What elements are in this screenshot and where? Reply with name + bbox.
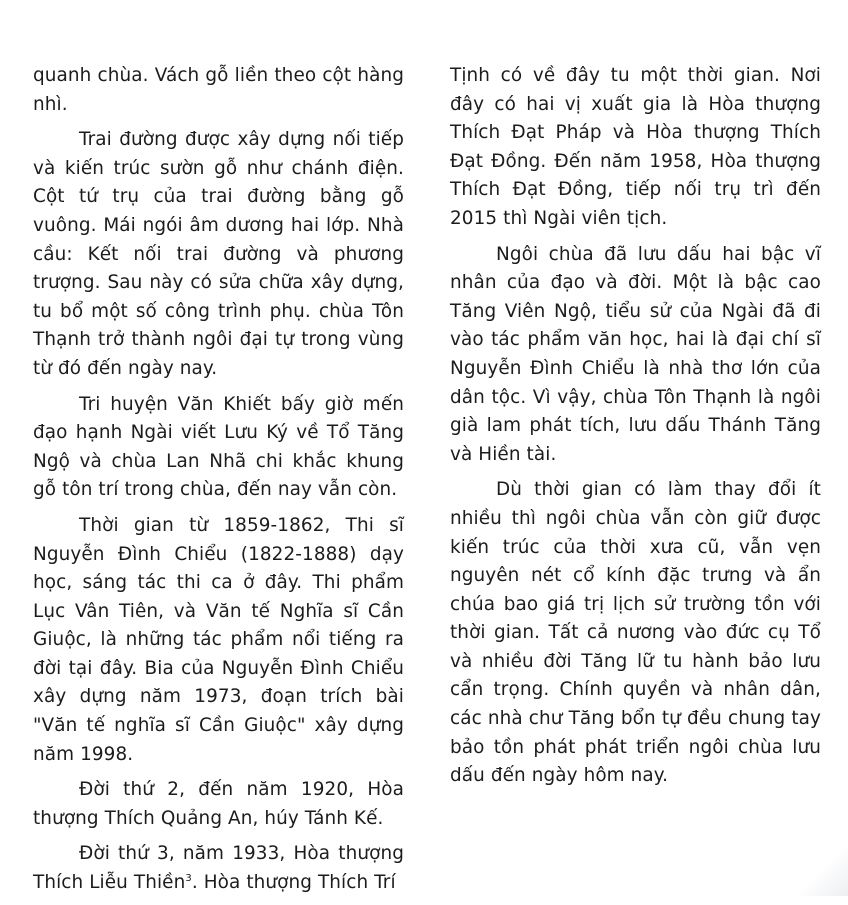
paragraph-trai-duong: Trai đường được xây dựng nối tiếp và kiến trúc sườn gỗ như chánh điện. Cột tứ trụ của trai đường bằng gỗ vuông. Mái ngói âm dương hai lớp. Nhà cầu: Kết nối trai đường và phương trượng. Sau này có sửa chữa xây dựng, tu bổ một số công trình phụ. chùa Tôn Thạnh trở thành ngôi đại tự trong vùng từ đó đến ngày nay. [33,129,404,379]
paragraph-tri-huyen: Tri huyện Văn Khiết bấy giờ mến đạo hạnh Ngài viết Lưu Ký về Tổ Tăng Ngộ và chùa Lan Nhã chi khắc khung gỗ tôn trí trong chùa, đến nay vẫn còn. [33,393,404,501]
paragraph-nguyen-dinh-chieu: Thời gian từ 1859-1862, Thi sĩ Nguyễn Đình Chiểu (1822-1888) dạy học, sáng tác thi ca ở đây. Thi phẩm Lục Vân Tiên, và Văn tế Nghĩa sĩ Cần Giuộc, là những tác phẩm nổi tiếng ra đời tại đây. Bia của Nguyễn Đình Chiểu xây dựng năm 1973, đoạn trích bài "Văn tế nghĩa sĩ Cần Giuộc" xây dựng năm 1998. [33,514,404,765]
page-corner-shadow [788,846,848,896]
right-column [450,62,821,798]
paragraph-continuation: quanh chùa. Vách gỗ liền theo cột hàng nhì. [33,65,404,115]
paragraph-doi-thu-3-tail: . Hòa thượng Thích Trí [191,872,396,894]
paragraph-doi-thu-3-text: Đời thứ 3, năm 1933, Hòa thượng Thích Liễu Thiền [33,843,404,894]
footnote-marker: 3 [185,873,192,885]
paragraph-doi-thu-2: Đời thứ 2, đến năm 1920, Hòa thượng Thích Quảng An, húy Tánh Kế. [33,779,404,829]
paragraph-du-thoi-gian: Dù thời gian có làm thay đổi ít nhiều thì ngôi chùa vẫn còn giữ được kiến trúc của thời xưa cũ, vẫn vẹn nguyên nét cổ kính đặc trưng và ẩn chúa bao giá trị lịch sử trường tồn với thời gian. Tất cả nương vào đức cụ Tổ và nhiều đời Tăng lữ tu hành bảo lưu cẩn trọng. Chính quyền và nhân dân, các nhà chư Tăng bổn tự đều chung tay bảo tồn phát phát triển ngôi chùa lưu dấu đến ngày hôm nay. [450,479,821,787]
paragraph-doi-thu-3 [33,840,404,897]
paragraph-hai-bac-vi-nhan: Ngôi chùa đã lưu dấu hai bậc vĩ nhân của đạo và đời. Một là bậc cao Tăng Viên Ngộ, tiểu sử của Ngài đã đi vào tác phẩm văn học, hai là đại chí sĩ Nguyễn Đình Chiểu là nhà thơ lớn của dân tộc. Vì vậy, chùa Tôn Thạnh là ngôi già lam phát tích, lưu dấu Thánh Tăng và Hiền tài. [450,243,821,465]
left-column [33,62,404,905]
paragraph-tri-tinh-continuation: Tịnh có về đây tu một thời gian. Nơi đây có hai vị xuất gia là Hòa thượng Thích Đạt Pháp và Hòa thượng Thích Đạt Đồng. Đến năm 1958, Hòa thượng Thích Đạt Đồng, tiếp nối trụ trì đến 2015 thì Ngài viên tịch. [450,65,821,229]
